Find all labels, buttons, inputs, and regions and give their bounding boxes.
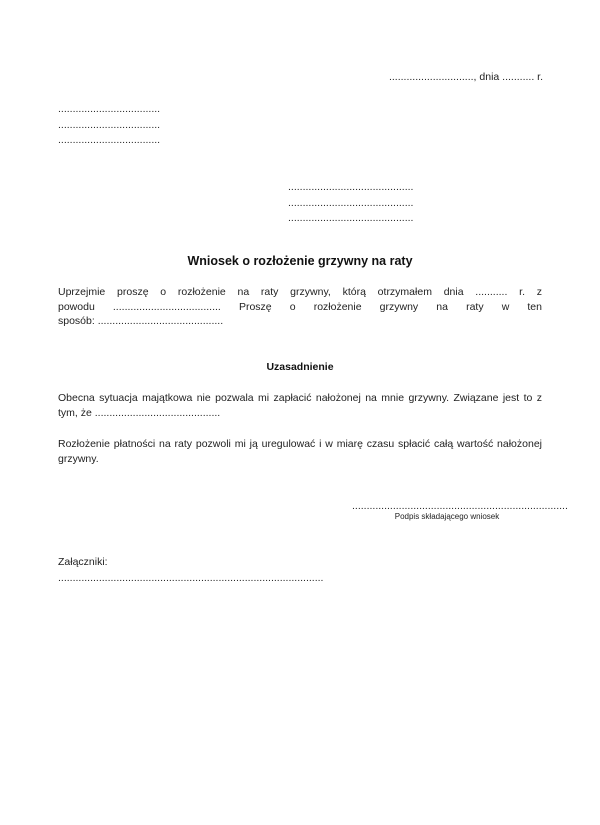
sender-line: ................................... — [58, 103, 161, 115]
document-title: Wniosek o rozłożenie grzywny na raty — [187, 254, 413, 268]
recipient-line: ........................................... — [288, 212, 414, 224]
justification-heading: Uzasadnienie — [266, 361, 334, 373]
request-line: powodu ..................................... Proszę o rozłożenie grzywny na raty w ten — [58, 300, 542, 313]
request-line: sposób: ........................................... — [58, 315, 224, 328]
request-line: Uprzejmie proszę o rozłożenie na raty grzywny, którą otrzymałem dnia ........... r. z — [58, 286, 542, 298]
request-paragraph — [58, 285, 542, 329]
recipient-line: ........................................... — [288, 181, 414, 193]
sender-address-block — [58, 102, 160, 149]
sender-line: ................................... — [58, 118, 161, 131]
recipient-address-block — [288, 180, 413, 227]
place-date-line: ............................., dnia ........... r. — [388, 71, 543, 83]
sender-line: ................................... — [58, 134, 161, 146]
signature-line: .......................................................................... — [352, 500, 568, 512]
justification-paragraph: Obecna sytuacja majątkowa nie pozwala mi zapłacić nałożonej na mnie grzywny. Związane jest to z tym, że ........................................... — [58, 392, 542, 419]
attachments-line: ........................................................................................... — [58, 572, 324, 584]
justification-paragraph: Rozłożenie płatności na raty pozwoli mi ją uregulować i w miarę czasu spłacić całą wartość nałożonej grzywny. — [58, 438, 542, 465]
attachments-label: Załączniki: — [58, 556, 108, 568]
recipient-line: ........................................... — [288, 196, 414, 209]
signature-label: Podpis składającego wniosek — [394, 512, 500, 521]
